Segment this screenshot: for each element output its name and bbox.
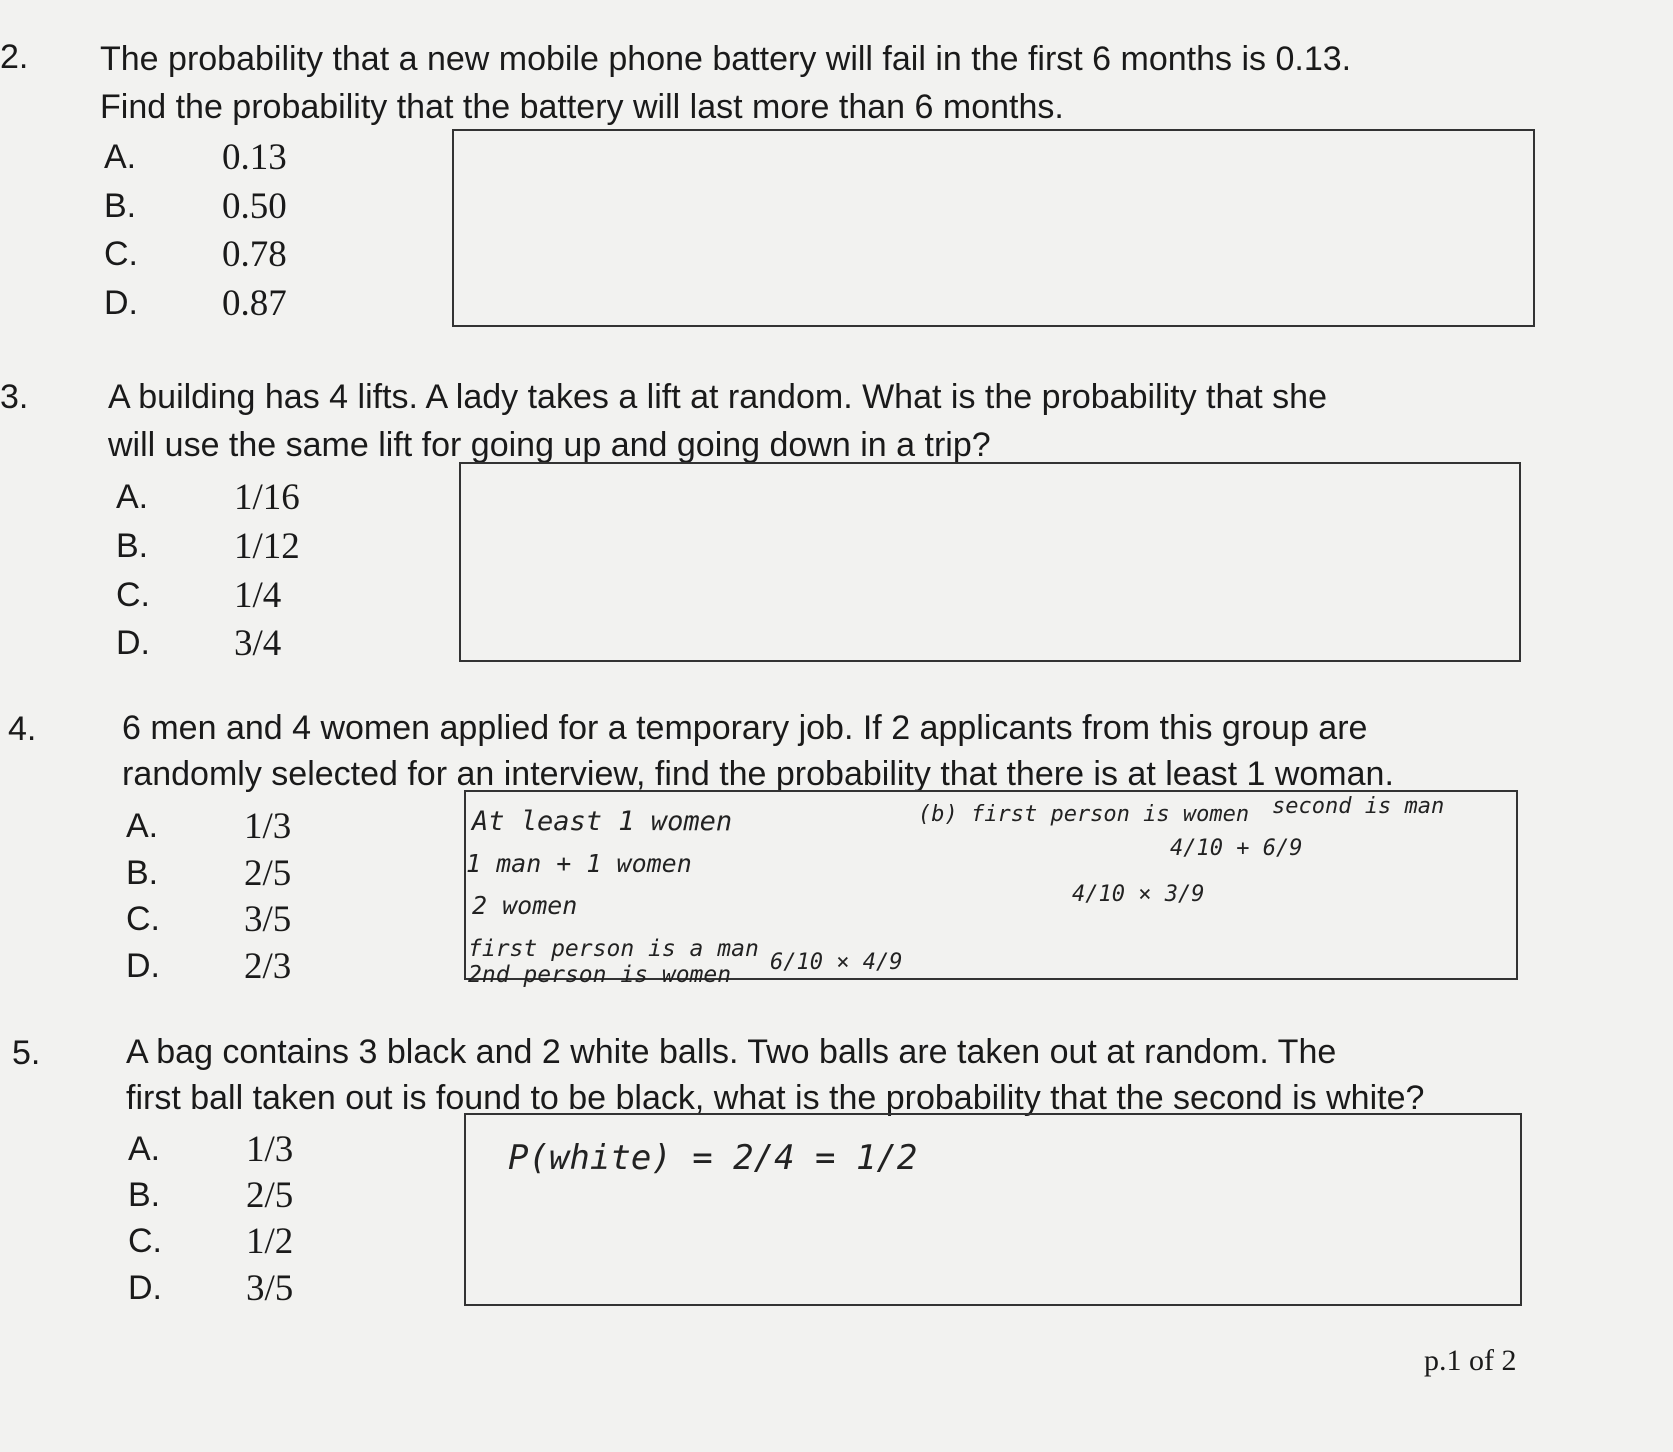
- handwritten-calculation: 6/10 × 4/9: [770, 950, 903, 975]
- handwritten-calculation: 4/10 + 6/9: [1170, 836, 1303, 861]
- answer-box: [459, 462, 1521, 662]
- handwritten-note: (b) first person is women: [918, 802, 1250, 827]
- handwritten-note: second is man: [1272, 794, 1445, 819]
- question-stem-line-2: will use the same lift for going up and going down in a trip?: [108, 426, 991, 464]
- question-stem-line-1: 6 men and 4 women applied for a temporary job. If 2 applicants from this group are: [122, 709, 1368, 747]
- question-number: 2.: [0, 38, 29, 76]
- handwritten-note: 2 women: [472, 891, 578, 920]
- question-number: 3.: [0, 378, 29, 416]
- handwritten-note: 2nd person is women: [468, 962, 732, 988]
- question-stem-line-1: The probability that a new mobile phone battery will fail in the first 6 months is 0.13.: [100, 40, 1352, 78]
- handwritten-note: At least 1 women: [472, 806, 733, 837]
- question-stem-line-1: A bag contains 3 black and 2 white balls. Two balls are taken out at random. The: [126, 1033, 1337, 1071]
- page-number: p.1 of 2: [1424, 1344, 1517, 1377]
- handwritten-calculation: 4/10 × 3/9: [1072, 882, 1205, 907]
- question-stem-line-2: first ball taken out is found to be black, what is the probability that the second is white?: [126, 1079, 1425, 1117]
- question-number: 4.: [8, 710, 37, 748]
- question-stem-line-2: randomly selected for an interview, find the probability that there is at least 1 woman.: [122, 755, 1394, 793]
- question-stem-line-1: A building has 4 lifts. A lady takes a lift at random. What is the probability that she: [108, 378, 1328, 416]
- handwritten-calculation: P(white) = 2/4 = 1/2: [508, 1138, 918, 1178]
- handwritten-note: first person is a man: [468, 936, 759, 962]
- question-stem-line-2: Find the probability that the battery will last more than 6 months.: [100, 88, 1064, 126]
- answer-box: [452, 129, 1535, 327]
- handwritten-note: 1 man + 1 women: [466, 849, 692, 878]
- question-number: 5.: [12, 1034, 41, 1072]
